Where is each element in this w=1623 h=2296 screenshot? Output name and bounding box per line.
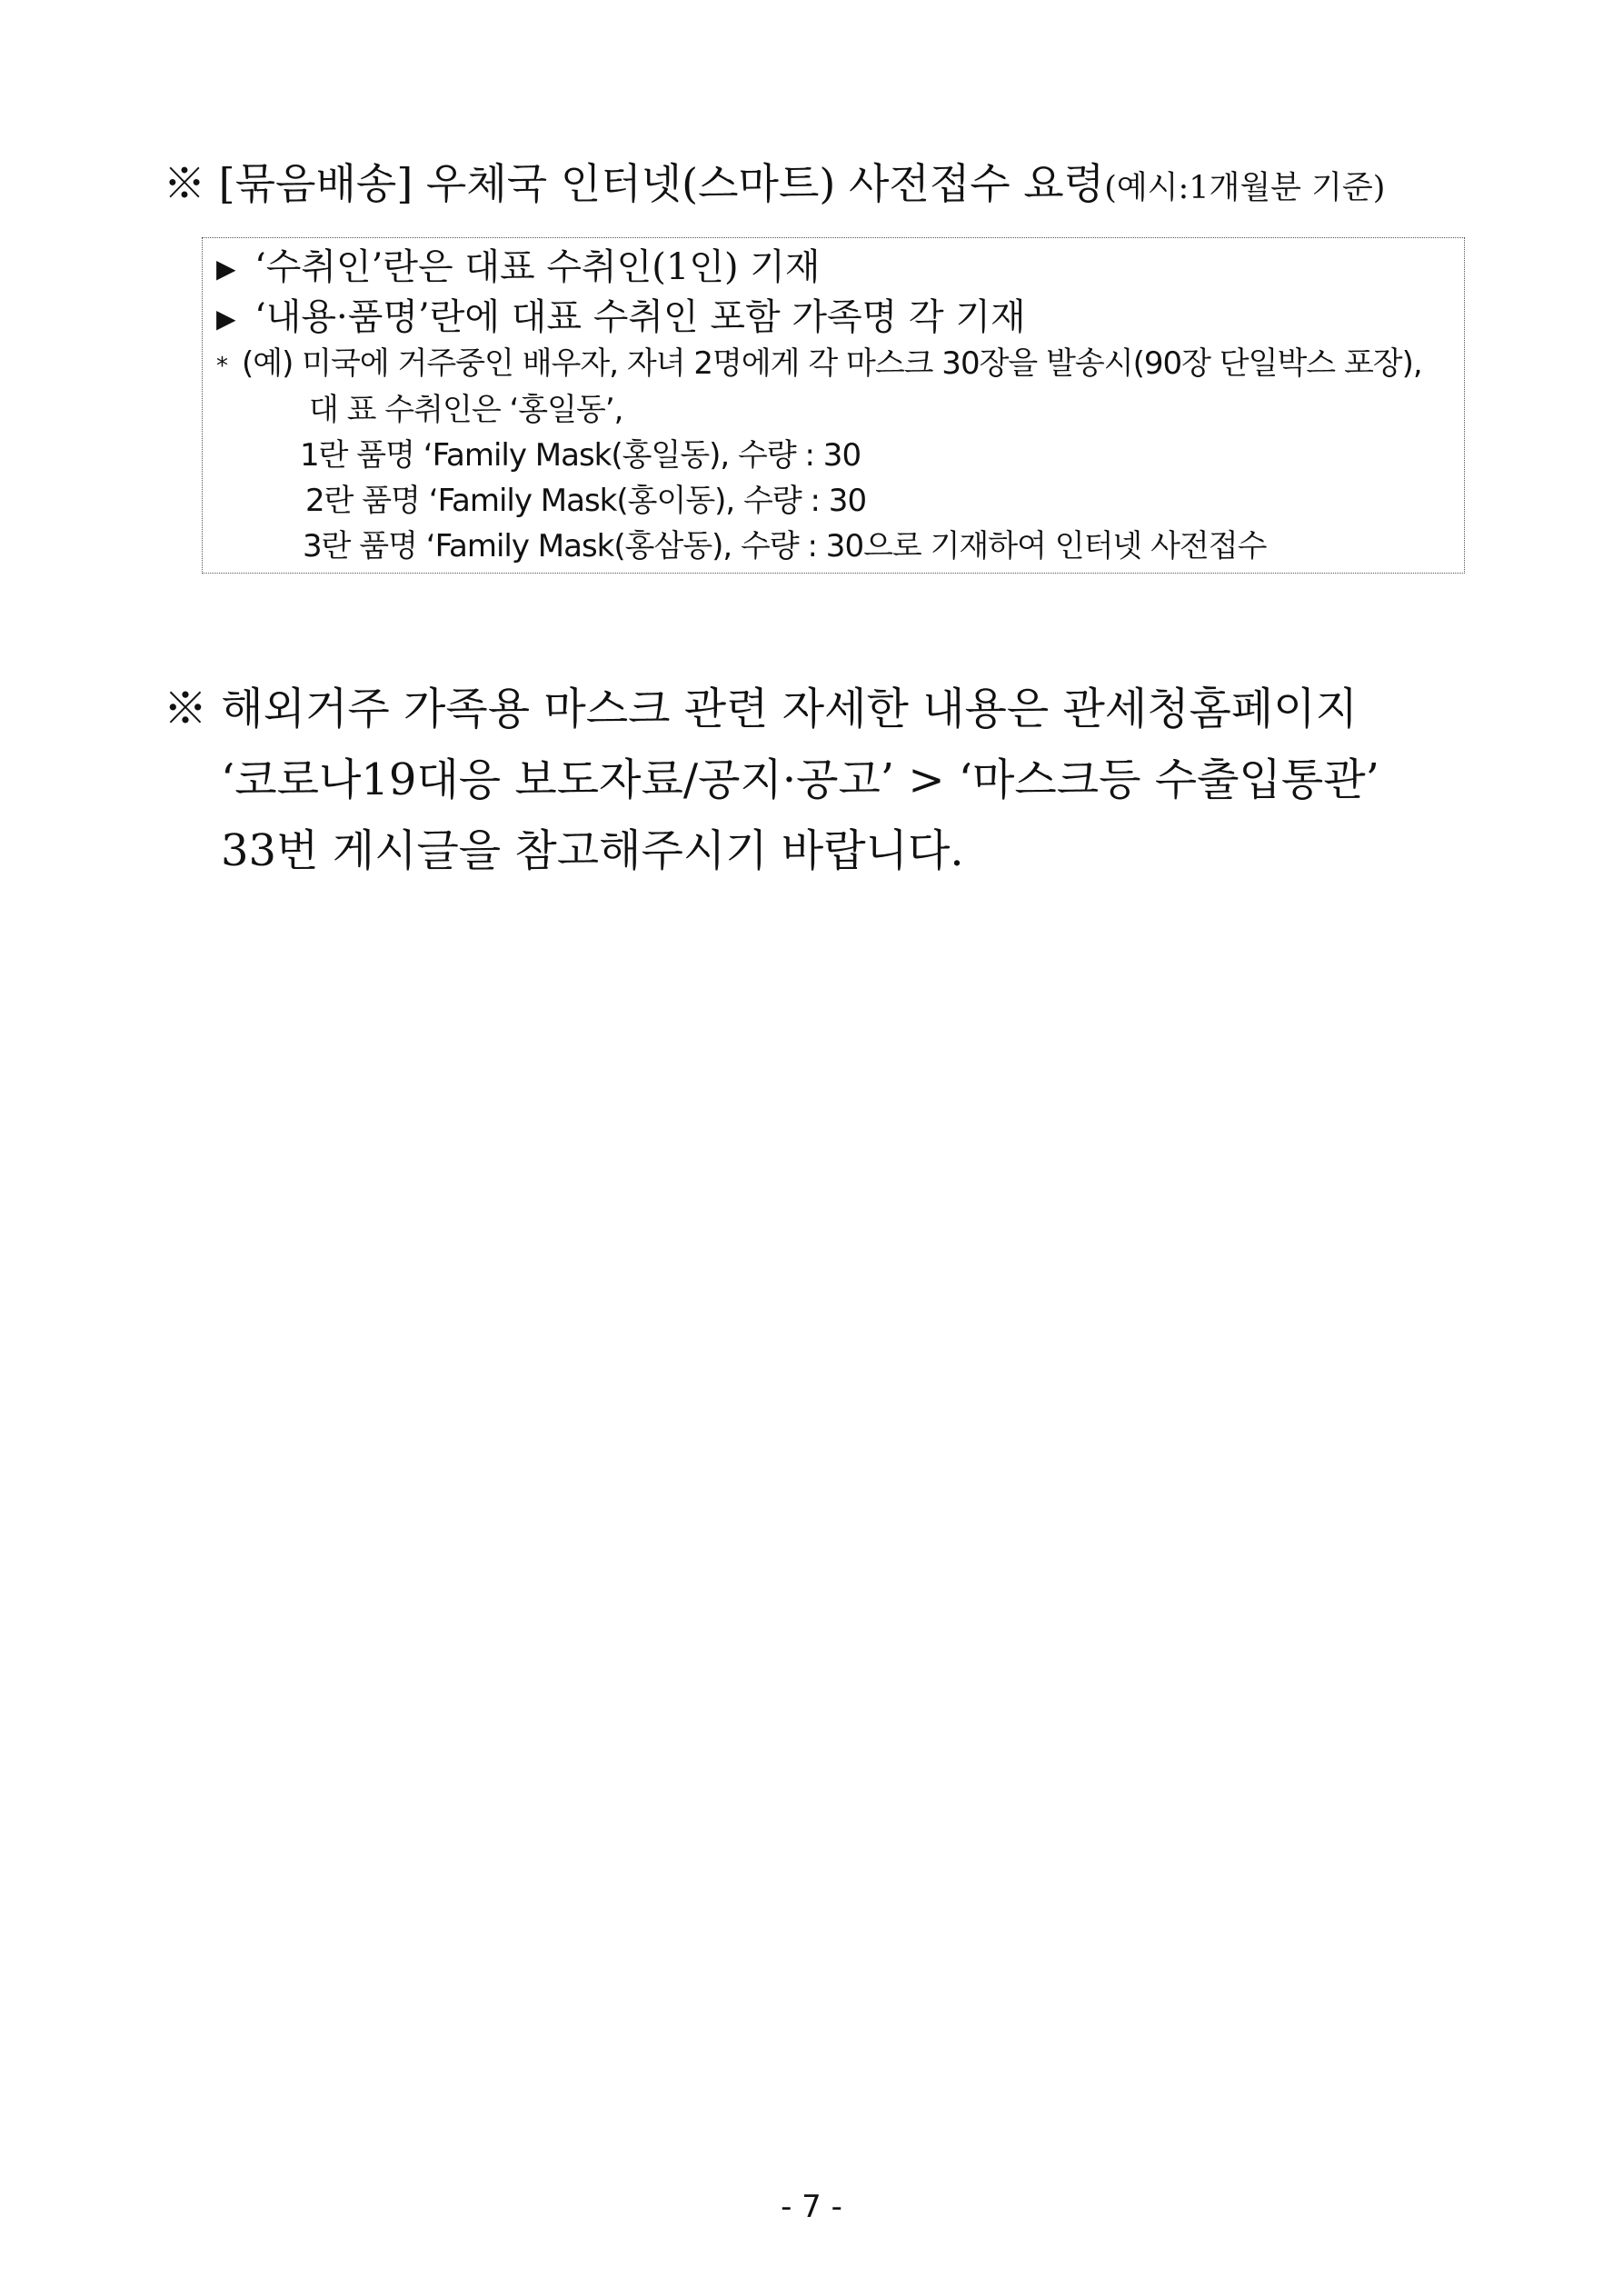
box-bullet-2-text: ‘내용·품명’란에 대표 수취인 포함 가족명 각 기재 xyxy=(254,296,1026,338)
box-bullet-1 xyxy=(216,244,821,293)
example-line-1 xyxy=(216,341,1422,389)
reference-mark: ※ xyxy=(164,159,205,208)
example-line-5: 3란 품명 ‘Family Mask(홍삼동), 수량 : 30으로 기재하여 인터넷 사전접수 xyxy=(303,528,1267,564)
section2-line-3: 33번 게시글을 참고해주시기 바랍니다. xyxy=(221,825,964,876)
box-bullet-2 xyxy=(216,294,1026,343)
box-bullet-1-text: ‘수취인’란은 대표 수취인(1인) 기재 xyxy=(254,246,821,288)
example-line-3: 1란 품명 ‘Family Mask(홍일동), 수량 : 30 xyxy=(300,437,861,474)
section1-heading xyxy=(164,156,1385,215)
section1-title-note: (예시:1개월분 기준) xyxy=(1104,170,1386,206)
example-line-2: 대 표 수취인은 ‘홍일동’, xyxy=(309,392,623,428)
section1-title: [묶음배송] 우체국 인터넷(스마트) 사전접수 요령 xyxy=(218,159,1105,208)
page-number: - 7 - xyxy=(781,2189,842,2225)
triangle-right-icon: ▶ xyxy=(216,304,236,334)
section2-line-1-text: 해외거주 가족용 마스크 관련 자세한 내용은 관세청홈페이지 xyxy=(221,684,1359,734)
section2-line-1 xyxy=(164,678,1358,740)
asterisk-mark: * xyxy=(216,353,227,380)
reference-mark: ※ xyxy=(164,684,208,734)
example-line-1-text: (예) 미국에 거주중인 배우자, 자녀 2명에게 각 마스크 30장을 발송시(90장 단일박스 포장), xyxy=(242,345,1422,382)
triangle-right-icon: ▶ xyxy=(216,254,236,284)
example-line-4: 2란 품명 ‘Family Mask(홍이동), 수량 : 30 xyxy=(305,483,867,519)
section2-line-2: ‘코로나19대응 보도자료/공지·공고’ > ‘마스크등 수출입통관’ xyxy=(221,754,1379,805)
